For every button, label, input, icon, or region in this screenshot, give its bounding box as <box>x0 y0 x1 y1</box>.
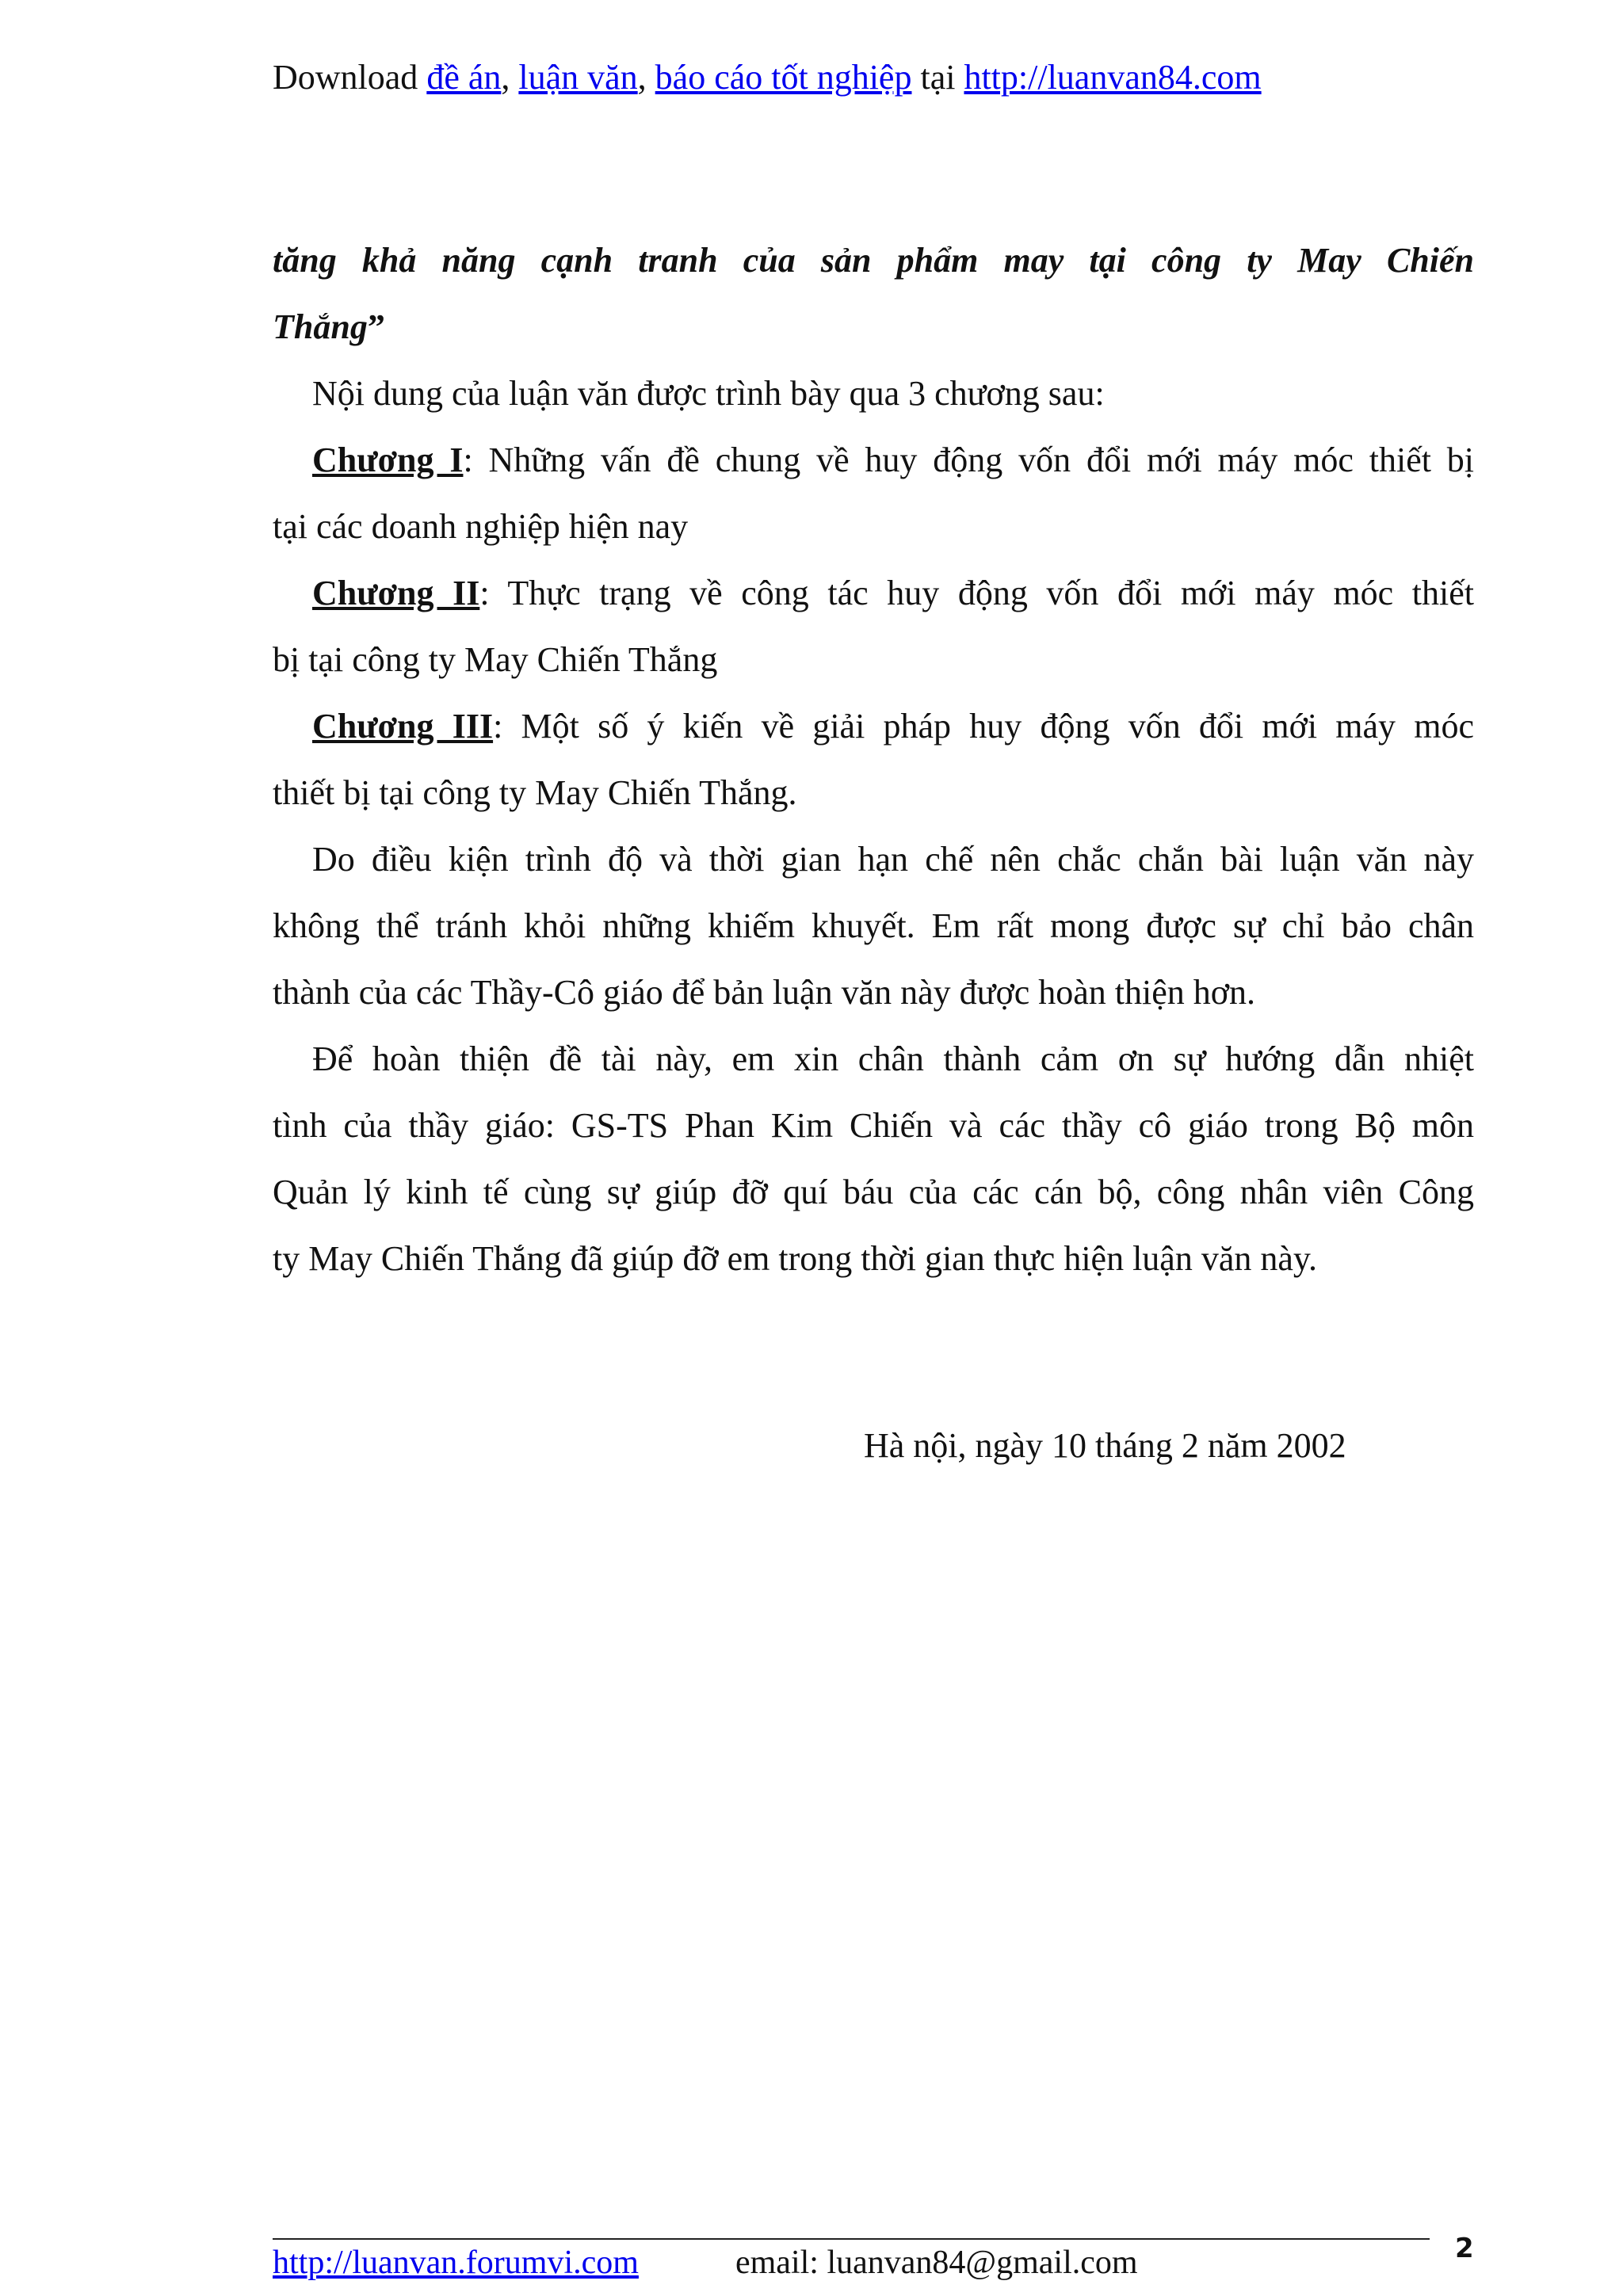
chapter-3-line-1 <box>273 693 1474 760</box>
link-de-an[interactable]: đề án <box>426 58 502 97</box>
title-line-1: tăng khả năng cạnh tranh của sản phẩm may tại công ty May Chiến <box>273 241 1474 280</box>
paragraph-1-line-1: Do điều kiện trình độ và thời gian hạn chế nên chắc chắn bài luận văn này <box>312 840 1474 879</box>
footer-divider <box>273 2238 1430 2240</box>
header-mid: tại <box>911 58 964 97</box>
footer-email: email: luanvan84@gmail.com <box>735 2245 1138 2281</box>
chapter-2-line-1 <box>273 560 1474 627</box>
paragraph-1-line-3: thành của các Thầy-Cô giáo để bản luận văn này được hoàn thiện hơn. <box>273 973 1256 1012</box>
paragraph-2-line-1: Để hoàn thiện đề tài này, em xin chân thành cảm ơn sự hướng dẫn nhiệt <box>312 1039 1474 1078</box>
date-line: Hà nội, ngày 10 tháng 2 năm 2002 <box>864 1426 1346 1465</box>
chapter-1-label: Chương I <box>312 441 464 479</box>
link-luanvan84[interactable]: http://luanvan84.com <box>964 58 1262 97</box>
title-close-quote: ” <box>367 307 385 346</box>
chapter-2-label: Chương II <box>312 574 480 612</box>
intro-line: Nội dung của luận văn được trình bày qua 3 chương sau: <box>312 374 1105 413</box>
header-sep-2: , <box>637 58 655 97</box>
title-line-2 <box>273 294 1474 360</box>
footer-forum-link[interactable]: http://luanvan.forumvi.com <box>273 2245 639 2281</box>
chapter-3-text: : Một số ý kiến về giải pháp huy động vốn đổi mới máy móc <box>493 707 1475 746</box>
paragraph-2-line-2: tình của thầy giáo: GS-TS Phan Kim Chiến và các thầy cô giáo trong Bộ môn <box>273 1106 1474 1145</box>
chapter-1-text: : Những vấn đề chung về huy động vốn đổi mới máy móc thiết bị <box>463 441 1475 479</box>
chapter-2-line-2: bị tại công ty May Chiến Thắng <box>273 640 718 679</box>
paragraph-2-line-3: Quản lý kinh tế cùng sự giúp đỡ quí báu của các cán bộ, công nhân viên Công <box>273 1173 1474 1211</box>
chapter-3-line-2: thiết bị tại công ty May Chiến Thắng. <box>273 773 797 812</box>
link-luan-van[interactable]: luận văn <box>518 58 638 97</box>
chapter-1-line-2: tại các doanh nghiệp hiện nay <box>273 507 689 546</box>
chapter-2-text: : Thực trạng về công tác huy động vốn đổi mới máy móc thiết <box>479 574 1475 612</box>
page-number: 2 <box>1455 2233 1474 2264</box>
paragraph-2-line-4: ty May Chiến Thắng đã giúp đỡ em trong thời gian thực hiện luận văn này. <box>273 1239 1318 1278</box>
header-prefix: Download <box>273 58 427 97</box>
header-sep-1: , <box>501 58 519 97</box>
document-body <box>273 227 1474 1292</box>
download-header <box>273 54 1262 101</box>
link-bao-cao-tot-nghiep[interactable]: báo cáo tốt nghiệp <box>655 58 912 97</box>
paragraph-1-line-2: không thể tránh khỏi những khiếm khuyết. Em rất mong được sự chỉ bảo chân <box>273 906 1474 945</box>
chapter-1-line-1 <box>273 427 1474 494</box>
chapter-3-label: Chương III <box>312 707 494 746</box>
title-end: Thắng <box>273 307 368 346</box>
